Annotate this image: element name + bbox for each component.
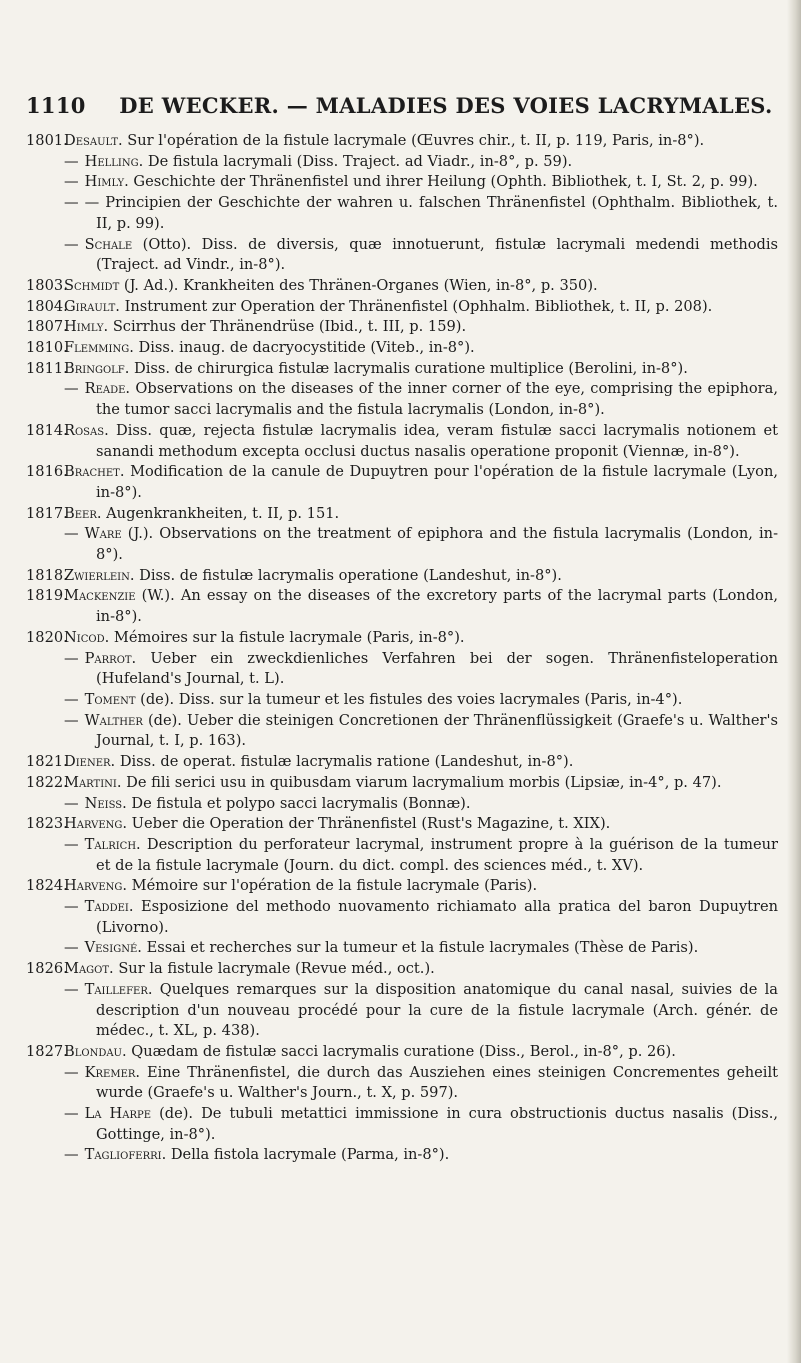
entry-year: 1820.	[26, 628, 68, 646]
entry-year	[26, 897, 64, 938]
entry-description: Diss. de chirurgica fistulæ lacrymalis curatione multiplice (Berolini, in-8°).	[134, 359, 688, 377]
ditto-dash: —	[64, 835, 79, 853]
bibliography-entry	[26, 814, 778, 835]
entry-description: Sur l'opération de la fistule lacrymale (Œuvres chir., t. II, p. 119, Paris, in-8°).	[127, 132, 705, 149]
ditto-dash: —	[64, 939, 79, 957]
ditto-dash: —	[64, 525, 79, 543]
entry-author: Girault.	[64, 297, 120, 315]
bibliography-list	[26, 131, 778, 1166]
entry-description: Ueber ein zweckdienliches Verfahren bei der sogen. Thränenfisteloperation (Hufeland's Journal, t. L).	[96, 649, 779, 688]
entry-year: 1819.	[26, 587, 68, 605]
entry-author: Nicod.	[64, 628, 110, 646]
entry-text	[64, 690, 778, 711]
entry-year: 1826.	[26, 960, 68, 978]
bibliography-entry	[26, 1104, 778, 1145]
ditto-dash: —	[64, 152, 79, 170]
bibliography-entry	[26, 131, 778, 152]
bibliography-entry	[26, 980, 778, 1042]
ditto-dash: —	[64, 173, 79, 191]
bibliography-entry	[26, 938, 778, 959]
entry-author: Helling.	[84, 152, 144, 170]
entry-description: Diss. de fistulæ lacrymalis operatione (Landeshut, in-8°).	[139, 566, 562, 584]
entry-year	[26, 711, 64, 752]
entry-author: Beer.	[64, 504, 102, 522]
entry-author: —	[84, 194, 100, 212]
entry-author: Diener.	[64, 753, 116, 771]
entry-author: Bringolf.	[64, 359, 130, 377]
entry-year: 1824.	[26, 877, 68, 895]
bibliography-entry	[26, 835, 778, 876]
bibliography-entry	[26, 504, 778, 525]
entry-description: Augenkrankheiten, t. II, p. 151.	[106, 504, 340, 522]
entry-description: (J.). Observations on the treatment of epiphora and the fistula lacrymalis (London, in-8°).	[96, 525, 779, 564]
ditto-dash: —	[64, 711, 79, 729]
bibliography-entry	[26, 586, 778, 627]
entry-description: Principien der Geschichte der wahren u. falschen Thränenfistel (Ophthalm. Bibliothek, t. II, p. 99).	[96, 194, 778, 232]
entry-description: Della fistola lacrymale (Parma, in-8°).	[170, 1146, 450, 1164]
entry-author: Martini.	[64, 773, 122, 791]
entry-text	[64, 421, 778, 462]
ditto-dash: —	[64, 1105, 79, 1123]
bibliography-entry	[26, 711, 778, 752]
entry-text	[64, 297, 778, 318]
entry-year	[26, 690, 64, 711]
entry-text	[64, 131, 778, 152]
entry-year	[26, 794, 64, 815]
entry-author: Schale	[84, 235, 133, 253]
entry-author: Himly.	[84, 173, 129, 191]
bibliography-entry	[26, 690, 778, 711]
entry-description: Description du perforateur lacrymal, instrument propre à la guérison de la tumeur et de la fistule lacrymale (Journ. du dict. compl. des sciences méd., t. XV).	[96, 835, 779, 874]
entry-author: Himly.	[64, 318, 109, 336]
entry-author: Rosas.	[64, 421, 109, 439]
entry-author: Talrich.	[84, 835, 141, 853]
entry-year: 1803.	[26, 276, 68, 294]
entry-year	[26, 1063, 64, 1104]
entry-text	[64, 1145, 778, 1166]
entry-text	[64, 959, 778, 980]
entry-year	[26, 835, 64, 876]
entry-text	[64, 649, 778, 690]
ditto-dash: —	[64, 1146, 79, 1164]
entry-author: Reade.	[84, 380, 131, 398]
entry-description: Sur la fistule lacrymale (Revue méd., oct.).	[118, 960, 435, 978]
entry-description: Diss. quæ, rejecta fistulæ lacrymalis idea, veram fistulæ sacci lacrymalis notionem et sanandi methodum excepta occlusi ductus nasalis operatione proponit (Viennæ, in-8°).	[96, 421, 778, 460]
bibliography-entry	[26, 338, 778, 359]
page-spine-shadow	[787, 0, 801, 1363]
entry-text	[64, 1042, 778, 1063]
ditto-dash: —	[64, 794, 79, 812]
entry-year: 1810.	[26, 339, 68, 357]
entry-description: De fistula et polypo sacci lacrymalis (Bonnæ).	[131, 794, 471, 812]
entry-description: Essai et recherches sur la tumeur et la fistule lacrymales (Thèse de Paris).	[146, 939, 699, 957]
page-number: 1110	[26, 93, 86, 118]
bibliography-entry	[26, 773, 778, 794]
ditto-dash: —	[64, 1063, 79, 1081]
entry-year	[26, 938, 64, 959]
entry-year: 1804.	[26, 297, 68, 315]
ditto-dash: —	[64, 649, 79, 667]
entry-author: Flemming.	[64, 339, 134, 357]
entry-description: De fistula lacrymali (Diss. Traject. ad Viadr., in-8°, p. 59).	[147, 152, 573, 170]
entry-year: 1801.	[26, 132, 68, 149]
ditto-dash: —	[64, 898, 79, 916]
entry-author: Magot.	[64, 960, 114, 978]
entry-description: Mémoires sur la fistule lacrymale (Paris, in-8°).	[113, 628, 465, 646]
ditto-dash: —	[64, 194, 79, 212]
entry-description: Instrument zur Operation der Thränenfistel (Ophhalm. Bibliothek, t. II, p. 208).	[124, 297, 713, 315]
entry-author: Blondau.	[64, 1042, 127, 1060]
ditto-dash: —	[64, 380, 79, 398]
entry-author: Vesigné.	[84, 939, 142, 957]
entry-text	[64, 1104, 778, 1145]
running-title: DE WECKER. — MALADIES DES VOIES LACRYMALES.	[119, 93, 773, 118]
entry-text	[64, 586, 778, 627]
entry-author: Kremer.	[84, 1063, 141, 1081]
entry-text	[64, 566, 778, 587]
entry-text	[64, 379, 778, 420]
bibliography-entry	[26, 172, 778, 193]
entry-description: Quelques remarques sur la disposition anatomique du canal nasal, suivies de la description d'un nouveau procédé pour la cure de la fistule lacrymale (Arch. génér. de médec., t. XL, p. 438).	[96, 980, 778, 1040]
bibliography-entry	[26, 235, 778, 276]
entry-description: (de). De tubuli metattici immissione in cura obstructionis ductus nasalis (Diss., Gottinge, in-8°).	[96, 1105, 778, 1143]
entry-text	[64, 773, 778, 794]
bibliography-entry	[26, 359, 778, 380]
entry-description: Eine Thränenfistel, die durch das Ausziehen eines steinigen Concrementes geheilt wurde (Graefe's u. Walther's Journ., t. X, p. 597).	[96, 1063, 778, 1102]
entry-year: 1818.	[26, 566, 68, 584]
entry-description: Modification de la canule de Dupuytren pour l'opération de la fistule lacrymale (Lyon, in-8°).	[96, 463, 778, 501]
bibliography-entry	[26, 794, 778, 815]
entry-year	[26, 235, 64, 276]
entry-text	[64, 1063, 778, 1104]
entry-year: 1822.	[26, 773, 68, 791]
bibliography-entry	[26, 152, 778, 173]
entry-text	[64, 338, 778, 359]
entry-text	[64, 628, 778, 649]
entry-year	[26, 1145, 64, 1166]
entry-year	[26, 649, 64, 690]
entry-description: Esposizione del methodo nuovamento richiamato alla pratica del baron Dupuytren (Livorno).	[96, 898, 778, 936]
entry-description: De fili serici usu in quibusdam viarum lacrymalium morbis (Lipsiæ, in-4°, p. 47).	[126, 773, 722, 791]
entry-description: (W.). An essay on the diseases of the excretory parts of the lacrymal parts (London, in-8°).	[96, 587, 778, 626]
entry-text	[64, 814, 778, 835]
bibliography-entry	[26, 959, 778, 980]
entry-year: 1827.	[26, 1042, 68, 1060]
entry-text	[64, 711, 778, 752]
entry-year	[26, 172, 64, 193]
ditto-dash: —	[64, 980, 79, 998]
entry-year: 1816.	[26, 463, 68, 481]
entry-author: Neiss.	[84, 794, 127, 812]
entry-description: Diss. de operat. fistulæ lacrymalis ratione (Landeshut, in-8°).	[119, 753, 574, 771]
entry-year	[26, 524, 64, 565]
entry-year	[26, 1104, 64, 1145]
bibliography-entry	[26, 317, 778, 338]
entry-author: Walther	[84, 711, 143, 729]
entry-text	[64, 980, 778, 1042]
page-header	[26, 93, 786, 118]
bibliography-entry	[26, 1042, 778, 1063]
bibliography-entry	[26, 1145, 778, 1166]
bibliography-entry	[26, 876, 778, 897]
entry-text	[64, 317, 778, 338]
entry-year: 1811.	[26, 359, 68, 377]
bibliography-entry	[26, 649, 778, 690]
entry-description: Mémoire sur l'opération de la fistule lacrymale (Paris).	[131, 877, 538, 895]
entry-description: (J. Ad.). Krankheiten des Thränen-Organes (Wien, in-8°, p. 350).	[123, 276, 598, 294]
entry-text	[64, 276, 778, 297]
bibliography-entry	[26, 379, 778, 420]
ditto-dash: —	[64, 690, 79, 708]
entry-description: (de). Diss. sur la tumeur et les fistules des voies lacrymales (Paris, in-4°).	[140, 690, 683, 708]
bibliography-entry	[26, 297, 778, 318]
entry-description: Ueber die Operation der Thränenfistel (Rust's Magazine, t. XIX).	[131, 815, 611, 833]
entry-year	[26, 379, 64, 420]
entry-author: Desault.	[64, 132, 123, 149]
entry-text	[64, 835, 778, 876]
bibliography-entry	[26, 421, 778, 462]
entry-author: Mackenzie	[64, 587, 136, 605]
entry-description: (Otto). Diss. de diversis, quæ innotuerunt, fistulæ lacrymali medendi methodis (Traject. ad Vindr., in-8°).	[96, 235, 778, 274]
entry-description: Geschichte der Thränenfistel und ihrer Heilung (Ophth. Bibliothek, t. I, St. 2, p. 99).	[133, 173, 758, 191]
entry-text	[64, 359, 778, 380]
entry-author: Harveng.	[64, 877, 128, 895]
entry-author: Toment	[84, 690, 136, 708]
ditto-dash: —	[64, 235, 79, 253]
entry-description: Quædam de fistulæ sacci lacrymalis curatione (Diss., Berol., in-8°, p. 26).	[131, 1042, 676, 1060]
entry-year: 1807.	[26, 318, 68, 336]
entry-year: 1821.	[26, 753, 68, 771]
entry-description: (de). Ueber die steinigen Concretionen der Thränenflüssigkeit (Graefe's u. Walther's Journal, t. I, p. 163).	[96, 711, 778, 750]
entry-year: 1817.	[26, 504, 68, 522]
entry-year	[26, 152, 64, 173]
entry-author: Parrot.	[84, 649, 137, 667]
entry-author: Brachet.	[64, 463, 125, 481]
entry-text	[64, 193, 778, 234]
entry-text	[64, 462, 778, 503]
entry-author: Taglioferri.	[84, 1146, 167, 1164]
entry-author: Harveng.	[64, 815, 128, 833]
entry-year: 1823.	[26, 815, 68, 833]
entry-description: Scirrhus der Thränendrüse (Ibid., t. III, p. 159).	[112, 318, 467, 336]
entry-description: Diss. inaug. de dacryocystitide (Viteb., in-8°).	[138, 339, 475, 357]
entry-year: 1814.	[26, 421, 68, 439]
entry-author: Taillefer.	[84, 980, 153, 998]
entry-text	[64, 794, 778, 815]
bibliography-entry	[26, 752, 778, 773]
entry-text	[64, 152, 778, 173]
bibliography-entry	[26, 566, 778, 587]
entry-text	[64, 876, 778, 897]
entry-text	[64, 752, 778, 773]
bibliography-entry	[26, 193, 778, 234]
entry-text	[64, 172, 778, 193]
entry-year	[26, 980, 64, 1042]
bibliography-entry	[26, 1063, 778, 1104]
entry-text	[64, 524, 778, 565]
bibliography-entry	[26, 462, 778, 503]
entry-text	[64, 504, 778, 525]
entry-text	[64, 897, 778, 938]
entry-text	[64, 235, 778, 276]
bibliography-entry	[26, 897, 778, 938]
bibliography-entry	[26, 524, 778, 565]
entry-description: Observations on the diseases of the inner corner of the eye, comprising the epiphora, the tumor sacci lacrymalis and the fistula lacrymalis (London, in-8°).	[96, 380, 778, 419]
entry-text	[64, 938, 778, 959]
entry-author: Ware	[84, 525, 122, 543]
entry-year	[26, 193, 64, 234]
entry-author: Taddei.	[84, 898, 134, 916]
entry-author: Zwierlein.	[64, 566, 135, 584]
entry-author: La Harpe	[84, 1105, 152, 1123]
entry-author: Schmidt	[64, 276, 120, 294]
bibliography-entry	[26, 628, 778, 649]
bibliography-entry	[26, 276, 778, 297]
